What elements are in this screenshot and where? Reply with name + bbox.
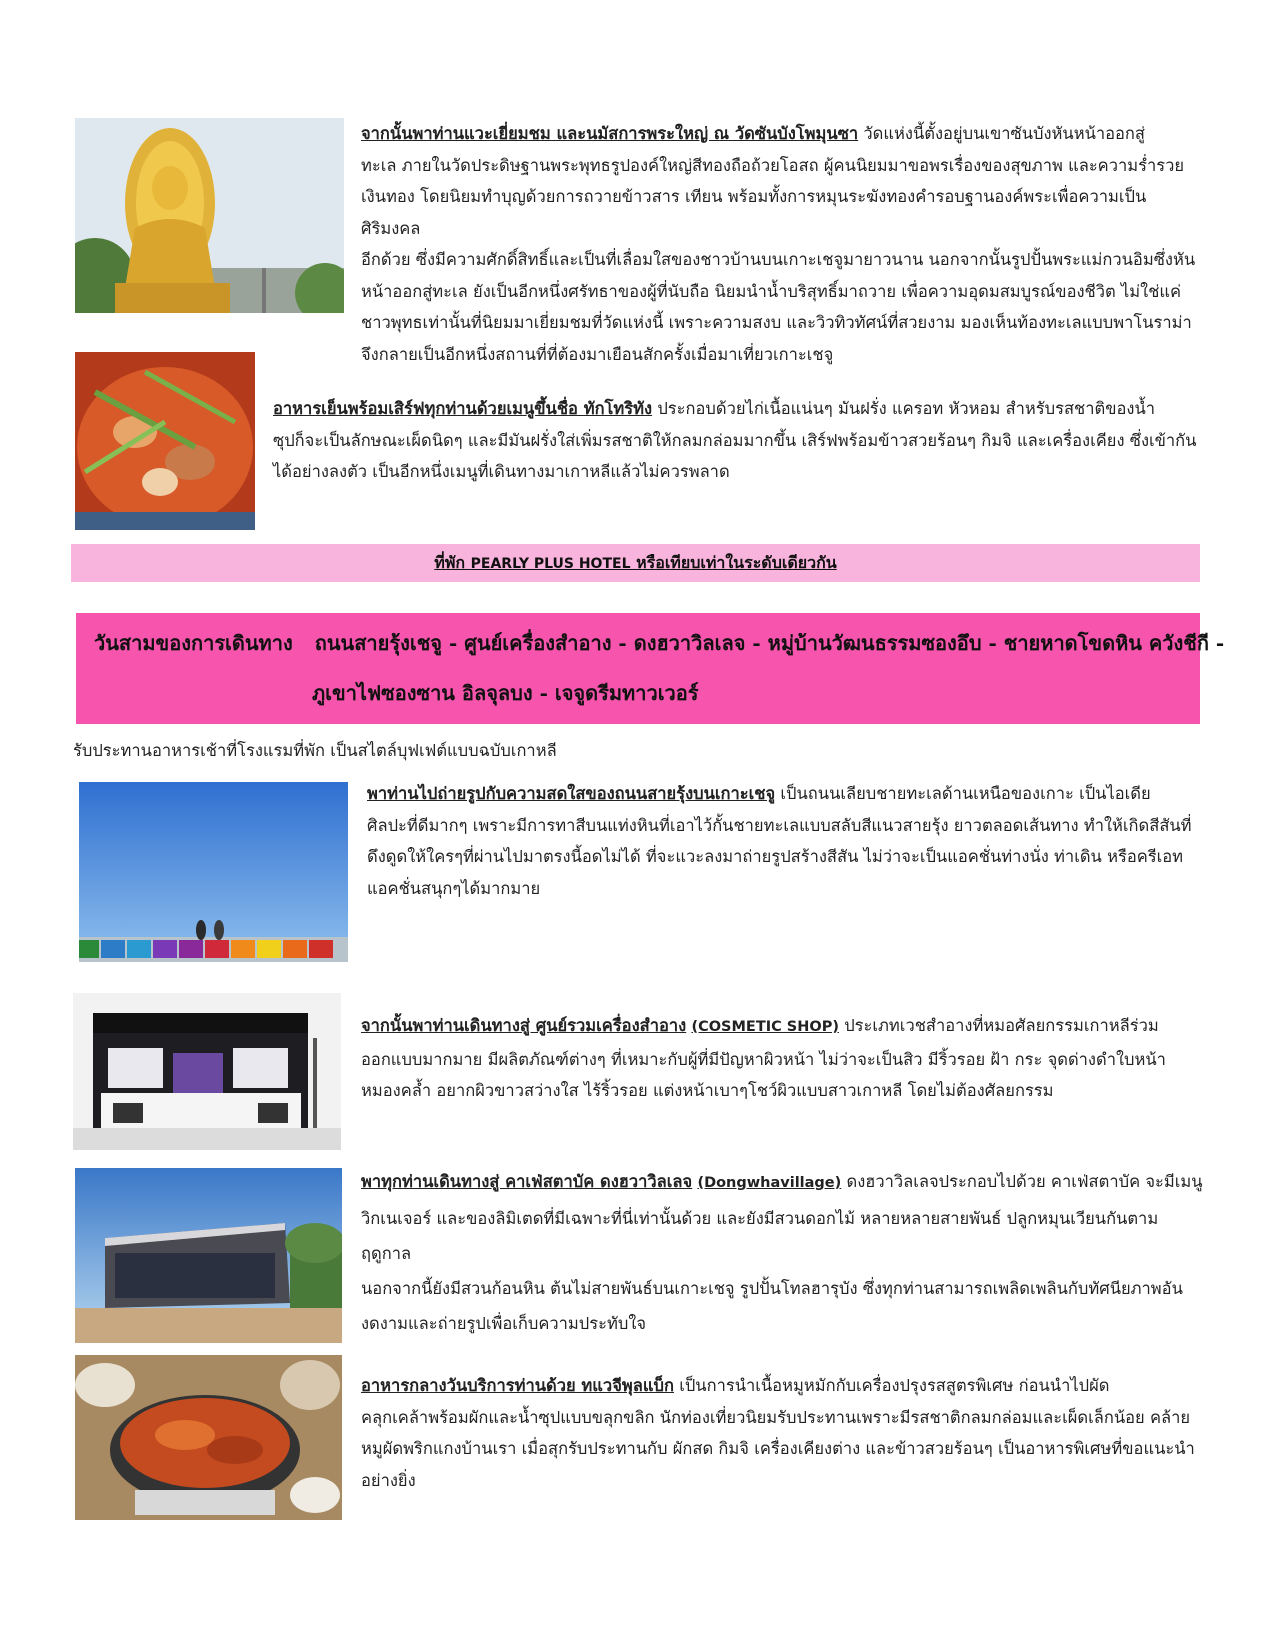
golden-buddha-photo <box>75 118 344 313</box>
cosmetic-shop-photo <box>73 993 341 1150</box>
section-1-text: จากนั้นพาท่านแวะเยี่ยมชม และนมัสการพระใหญ่ ณ วัดซันบังโพมุนซา วัดแห่งนี้ตั้งอยู่บนเขาซันบังหันหน้าออกสู่ ทะเล ภายในวัดประดิษฐานพระพุทธรูปองค์ใหญ่สีทองถือถ้วยโอสถ ผู้คนนิยมมาขอพรเรื่องของสุขภาพ และความร่ำรวย เงินทอง โดยนิยมทำบุญด้วยการถวายข้าวสาร เทียน พร้อมทั้งการหมุนระฆังทองคำรอบฐานองค์พระเพื่อความเป็นศิริมงคล อีกด้วย ซึ่งมีความศักดิ์สิทธิ์และเป็นที่เลื่อมใสของชาวบ้านบนเกาะเชจูมายาวนาน นอกจากนั้นรูปปั้นพระแม่กวนอิมซึ่งหัน หน้าออกสู่ทะเล ยังเป็นอีกหนึ่งศรัทธาของผู้ที่นับถือ นิยมนำน้ำบริสุทธิ์มาถวาย เพื่อความอุดมสมบูรณ์ของชีวิต ไม่ใช่แค่ ชาวพุทธเท่านั้นที่นิยมมาเยี่ยมชมที่วัดแห่งนี้ เพราะความสงบ และวิวทิวทัศน์ที่สวยงาม มองเห็นท้องทะเลแบบพาโนราม่า จึงกลายเป็นอีกหนึ่งสถานที่ที่ต้องมาเยือนสักครั้งเมื่อมาเที่ยวเกาะเชจู <box>361 124 1196 364</box>
starbucks-cafe-photo <box>75 1168 342 1343</box>
pork-bulgogi-photo <box>75 1355 342 1520</box>
section-6-lead: อาหารกลางวันบริการท่านด้วย ทแวจีพุลแบ็ก <box>361 1376 674 1395</box>
hotel-name: PEARLY PLUS HOTEL <box>470 556 631 572</box>
dakdoritang-photo <box>75 352 255 530</box>
breakfast-note: รับประทานอาหารเช้าที่โรงแรมที่พัก เป็นสไตล์บุฟเฟต์แบบฉบับเกาหลี <box>73 741 557 760</box>
section-5-text: พาทุกท่านเดินทางสู่ คาเฟ่สตาบัค ดงฮวาวิลเลจ (Dongwhavillage) ดงฮวาวิลเลจประกอบไปด้วย คาเฟ่สตาบัค จะมีเมนู วิกเนเจอร์ และของลิมิเตดที่มีเฉพาะที่นี่เท่านั้นด้วย และยังมีสวนดอกไม้ หลายหลายสายพันธ์ ปลูกหมุนเวียนกันตามฤดูกาล นอกจากนี้ยังมีสวนก้อนหิน ต้นไม่สายพันธ์บนเกาะเชจู รูปปั้นโทลฮารุบัง ซึ่งทุกท่านสามารถเพลิดเพลินกับทัศนียภาพอัน งดงามและถ่ายรูปเพื่อเก็บความประทับใจ <box>361 1172 1203 1333</box>
section-2-lead: อาหารเย็นพร้อมเสิร์ฟทุกท่านด้วยเมนูขึ้นชื่อ ทักโทริทัง <box>273 399 653 418</box>
day-route-line-1: ถนนสายรุ้งเชจู - ศูนย์เครื่องสำอาง - ดงฮวาวิลเลจ - หมู่บ้านวัฒนธรรมซองอึบ - ชายหาดโขดหิน ควังชีกี - <box>314 631 1225 655</box>
rainbow-road-photo <box>79 782 348 962</box>
day-banner <box>76 613 1225 724</box>
section-3-lead: พาท่านไปถ่ายรูปกับความสดใสของถนนสายรุ้งบนเกาะเชจู <box>367 784 776 803</box>
section-2-text: อาหารเย็นพร้อมเสิร์ฟทุกท่านด้วยเมนูขึ้นชื่อ ทักโทริทัง ประกอบด้วยไก่เนื้อแน่นๆ มันฝรั่ง แครอท หัวหอม สำหรับรสชาติของน้ำ ซุปก็จะเป็นลักษณะเผ็ดนิดๆ และมีมันฝรั่งใส่เพิ่มรสชาติให้กลมกล่อมมากขึ้น เสิร์ฟพร้อมข้าวสวยร้อนๆ กิมจิ และเครื่องเคียง ซึ่งเข้ากัน ได้อย่างลงตัว เป็นอีกหนึ่งเมนูที่เดินทางมาเกาหลีแล้วไม่ควรพลาด <box>273 399 1197 481</box>
section-4-text: จากนั้นพาท่านเดินทางสู่ ศูนย์รวมเครื่องสำอาง (COSMETIC SHOP) ประเภทเวชสำอางที่หมอศัลยกรรมเกาหลีร่วม ออกแบบมากมาย มีผลิตภัณฑ์ต่างๆ ที่เหมาะกับผู้ที่มีปัญหาผิวหน้า ไม่ว่าจะเป็นสิว มีริ้วรอย ฝ้า กระ จุดด่างดำใบหน้า หมองคล้ำ อยากผิวขาวสว่างใส ไร้ริ้วรอย แต่งหน้าเบาๆโชว์ผิวแบบสาวเกาหลี โดยไม่ต้องศัลยกรรม <box>361 1016 1166 1100</box>
section-4-lead: จากนั้นพาท่านเดินทางสู่ ศูนย์รวมเครื่องสำอาง <box>361 1016 687 1035</box>
section-6-text: อาหารกลางวันบริการท่านด้วย ทแวจีพุลแบ็ก เป็นการนำเนื้อหมูหมักกับเครื่องปรุงรสสูตรพิเศษ ก่อนนำไปผัด คลุกเคล้าพร้อมผักและน้ำซุปแบบขลุกขลิก นักท่องเที่ยวนิยมรับประทานเพราะมีรสชาติกลมกล่อมและเผ็ดเล็กน้อย คล้าย หมูผัดพริกแกงบ้านเรา เมื่อสุกรับประทานกับ ผักสด กิมจิ เครื่องเคียงต่าง และข้าวสวยร้อนๆ เป็นอาหารพิเศษที่ขอแนะนำ อย่างยิ่ง <box>361 1376 1195 1490</box>
section-3-text: พาท่านไปถ่ายรูปกับความสดใสของถนนสายรุ้งบนเกาะเชจู เป็นถนนเลียบชายทะเลด้านเหนือของเกาะ เป็นไอเดีย ศิลปะที่ดีมากๆ เพราะมีการทาสีบนแท่งหินที่เอาไว้กั้นชายทะเลแบบสลับสีแนวสายรุ้ง ยาวตลอดเส้นทาง ทำให้เกิดสีสันที่ ดึงดูดให้ใครๆที่ผ่านไปมาตรงนี้อดไม่ได้ ที่จะแวะลงมาถ่ายรูปสร้างสีสัน ไม่ว่าจะเป็นแอคชั่นท่างนั่ง ท่าเดิน หรือครีเอท แอคชั่นสนุกๆได้มากมาย <box>367 784 1192 898</box>
day-label: วันสามของการเดินทาง <box>94 631 293 655</box>
hotel-bar: ที่พัก PEARLY PLUS HOTEL หรือเทียบเท่าในระดับเดียวกัน <box>71 544 1200 582</box>
section-5-lead: พาทุกท่านเดินทางสู่ คาเฟ่สตาบัค ดงฮวาวิลเลจ <box>361 1172 693 1191</box>
section-1-lead: จากนั้นพาท่านแวะเยี่ยมชม และนมัสการพระใหญ่ ณ วัดซันบังโพมุนซา <box>361 124 859 143</box>
day-route-line-2: ภูเขาไฟซองซาน อิลจุลบง - เจจูดรีมทาวเวอร์ <box>312 681 699 705</box>
